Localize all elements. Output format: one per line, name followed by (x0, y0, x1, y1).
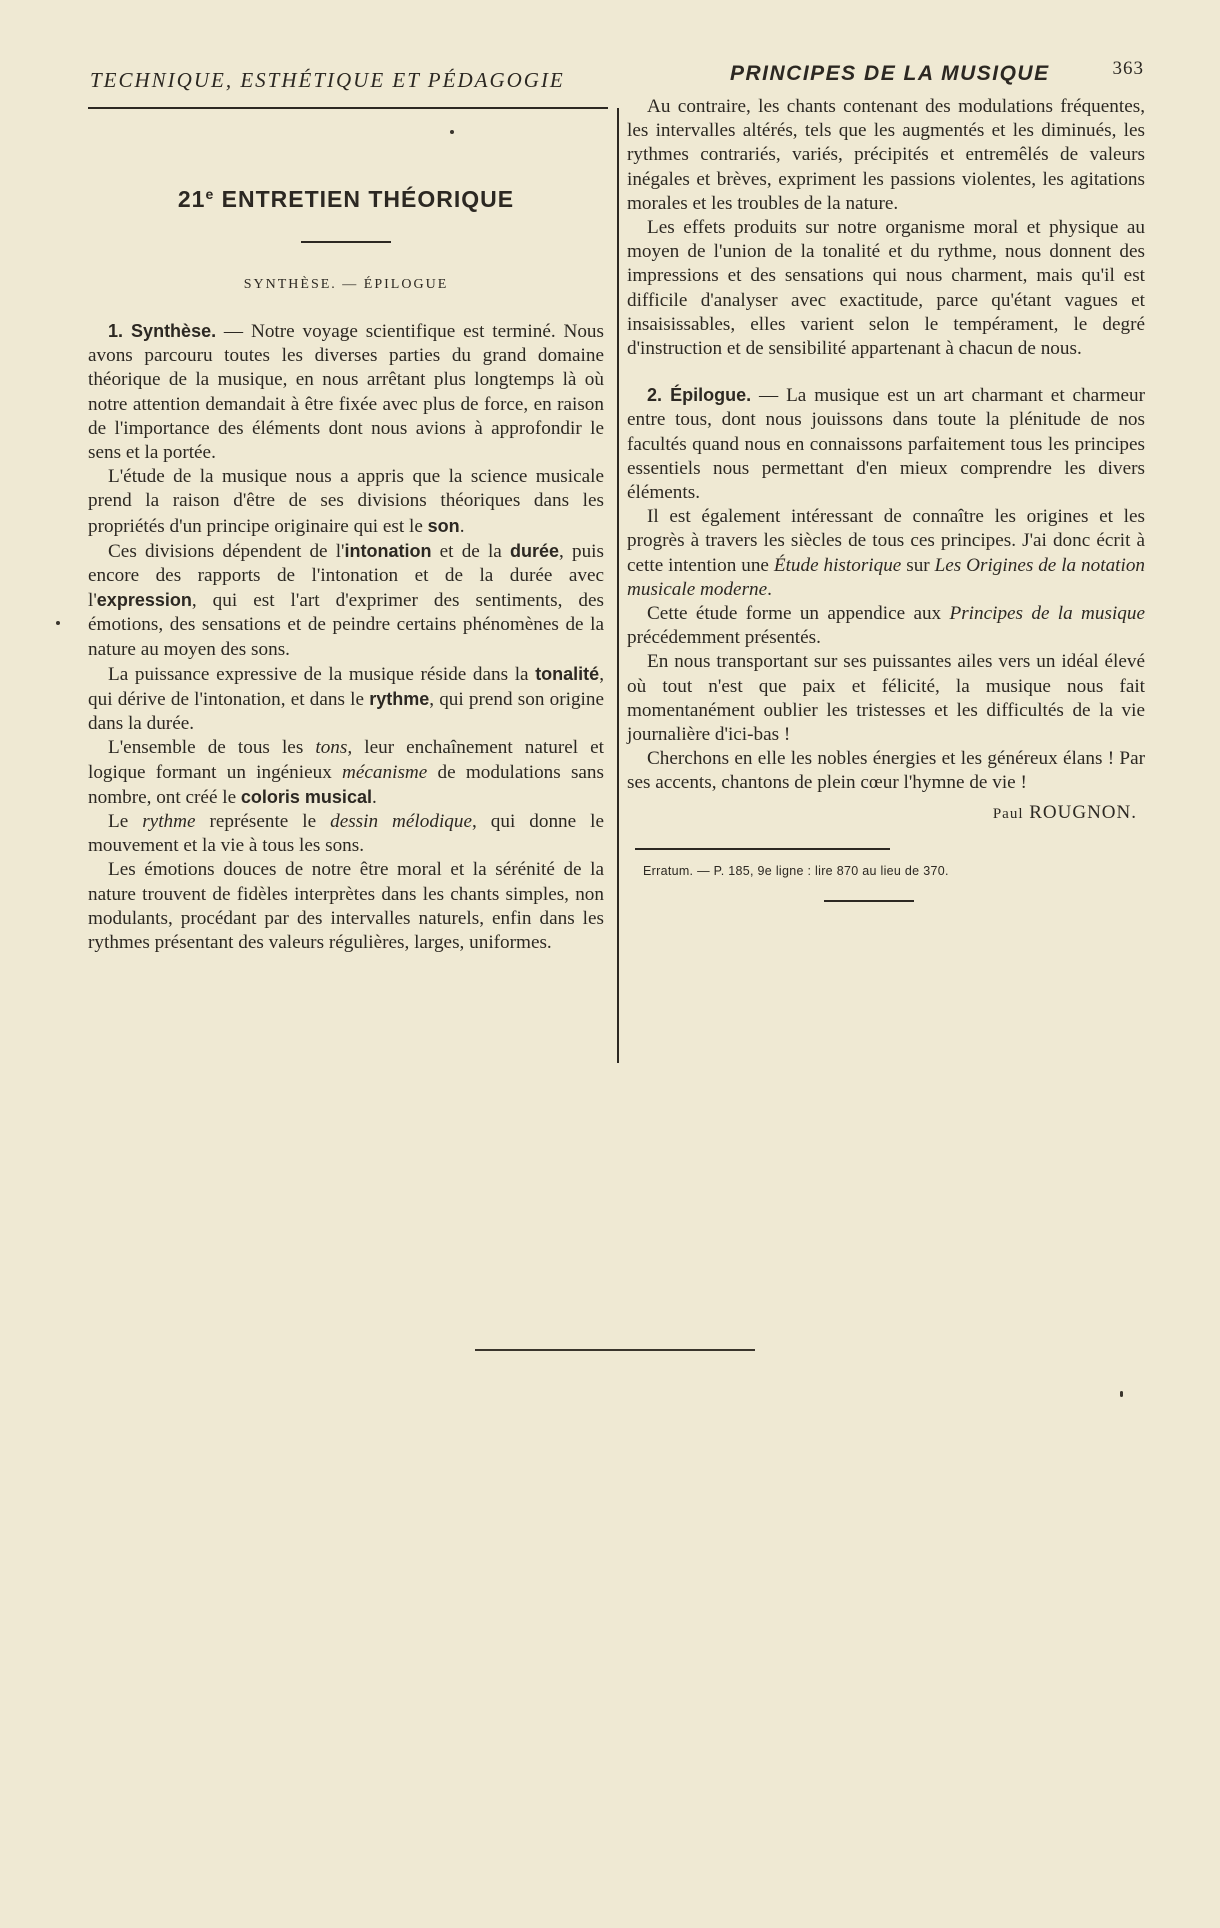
bold-term: coloris musical (240, 786, 372, 807)
paragraph-text: . (767, 578, 772, 600)
paragraph-text: leur enchaînement naturel et logique formant un ingénieux (88, 737, 604, 783)
paragraph-text: Cette étude forme un appendice aux (647, 603, 950, 625)
paragraph-text: sur (901, 554, 935, 576)
paragraph-text: — Notre voyage scientifique est terminé. Nous avons parcouru toutes les diverses parties du grand domaine théorique de la musique, en nous arrêtant plus longtemps là où notre attention demandait à être fixée avec plus de force, en raison de l'importance des éléments dont nous avions à approfondir le sens et la portée. (88, 321, 604, 464)
paragraph-etude (88, 465, 604, 539)
paragraph-text: , qui donne le mouvement et la vie à tous les sons. (88, 811, 604, 857)
paragraph-synthese (88, 319, 604, 465)
page-end-rule (475, 1349, 755, 1351)
paragraph-text: , qui dérive de l'intonation, et dans le (88, 663, 604, 711)
paragraph-text: Le (108, 811, 143, 833)
left-column (88, 120, 604, 955)
paragraph-text: précédemment présentés. (627, 627, 821, 649)
header-right-title: PRINCIPES DE LA MUSIQUE (730, 62, 1050, 85)
italic-term: Étude historique (773, 554, 902, 576)
italic-term: tons, (315, 737, 353, 759)
paragraph-rythme (88, 810, 604, 858)
paragraph-origines (627, 505, 1145, 602)
paragraph-appendice (627, 602, 1145, 650)
title-number: 21 (177, 186, 206, 212)
paragraph-emotions: Les émotions douces de notre être moral et la sérénité de la nature trouvent de fidèles interprètes dans les chants simples, non modulants, procédant par des intervalles naturels, enfin dans les rythmes présentant des valeurs régulières, larges, uniformes. (88, 859, 604, 954)
title-text: ENTRETIEN THÉORIQUE (221, 186, 515, 212)
section-label-synthese: 1. Synthèse. (108, 321, 217, 341)
paragraph-text: L'ensemble de tous les (108, 737, 316, 759)
paragraph-text: . (459, 515, 465, 537)
bold-term: durée (510, 540, 560, 561)
bold-term: son (427, 515, 460, 536)
section-label-epilogue: 2. Épilogue. (647, 385, 752, 406)
paragraph-text: — La musique est un art charmant et charmeur entre tous, dont nous jouissons dans toute la plénitude de nos facultés quand nous en connaissons parfaitement tous les principes essentiels nous permettant d'en mieux comprendre les divers éléments. (627, 385, 1145, 504)
paragraph-ensemble (88, 736, 604, 810)
italic-term: mécanisme (342, 761, 428, 783)
paragraph-text: et de la (431, 540, 510, 562)
header-left-title: TECHNIQUE, ESTHÉTIQUE ET PÉDAGOGIE (90, 68, 565, 92)
running-header (88, 58, 1144, 94)
paragraph-text: , qui est l'art d'exprimer des sentiments, des émotions, des sensations et de peindre certains phénomènes de la nature au moyen des sons. (88, 590, 604, 660)
erratum-rule (635, 848, 890, 850)
italic-term: rythme (142, 811, 196, 833)
paragraph-text: Ces divisions dépendent de l' (108, 540, 345, 562)
paragraph-text: L'étude de la musique nous a appris que la science musicale prend la raison d'être de ses divisions théoriques dans les propriétés d'un principe originaire qui est le (88, 466, 604, 537)
right-column (627, 95, 1145, 902)
title-rule (301, 241, 391, 243)
article-subtitle: SYNTHÈSE. — ÉPILOGUE (243, 277, 449, 292)
paragraph-text: Il est également intéressant de connaître les origines et les progrès à travers les siècles de tous ces principes. J'ai donc écrit à cette intention une (627, 506, 1145, 576)
print-speck (1120, 1391, 1123, 1397)
paragraph-puissance (88, 662, 604, 737)
page-number: 363 (1112, 58, 1144, 79)
column-divider (617, 108, 619, 1063)
author-signature (627, 802, 1145, 824)
signature-first-name: Paul (992, 805, 1024, 822)
header-rule (88, 107, 608, 109)
erratum-text: — P. 185, 9e ligne : lire 870 au lieu de 370. (693, 863, 949, 878)
paragraph-text: , qui prend son origine dans la durée. (88, 689, 604, 735)
paragraph-text: . (371, 786, 377, 808)
paragraph-text: La puissance expressive de la musique réside dans la (108, 663, 536, 685)
bold-term: rythme (369, 689, 430, 710)
paragraph-text: de modulations sans nombre, ont créé le (88, 761, 604, 808)
paragraph-cherchons: Cherchons en elle les nobles énergies et les généreux élans ! Par ses accents, chantons de plein cœur l'hymne de vie ! (627, 748, 1145, 794)
bold-term: expression (96, 590, 192, 611)
paragraph-effets: Les effets produits sur notre organisme moral et physique au moyen de l'union de la tonalité et du rythme, nous donnent des impressions et des sensations qui nous charment, mais qu'il est difficile d'analyser avec exactitude, parce qu'étant vagues et insaisissables, elles varient selon le tempérament, le degré d'instruction et de sensibilité appartenant à chacun de nous. (627, 217, 1145, 360)
italic-term: Principes de la musique (949, 603, 1145, 625)
bold-term: intonation (344, 540, 432, 561)
title-superscript: e (205, 186, 215, 202)
paragraph-ideal: En nous transportant sur ses puissantes ailes vers un idéal élevé où tout n'est que paix et félicité, la musique nous fait momentanément oublier les tristesses et les difficultés de la vie journalière d'ici-bas ! (627, 651, 1145, 746)
paragraph-epilogue (627, 383, 1145, 505)
italic-term: dessin mélodique (330, 811, 472, 833)
erratum-note (643, 864, 1145, 878)
paragraph-divisions (88, 539, 604, 662)
italic-term: Les Origines de la notation musicale moderne (627, 554, 1146, 600)
article-title (88, 186, 604, 213)
paragraph-text: représente le (195, 811, 331, 833)
paragraph-contraire: Au contraire, les chants contenant des modulations fréquentes, les intervalles altérés, tels que les augmentés et les diminués, les rythmes contrariés, variés, précipités et entremêlés de valeurs inégales et brèves, expriment les passions violentes, les agitations morales et les troubles de la nature. (627, 96, 1145, 214)
erratum-label: Erratum. (643, 863, 694, 878)
erratum-end-rule (824, 900, 914, 902)
paragraph-text: , puis encore des rapports de l'intonation et de la durée avec l' (88, 540, 604, 612)
signature-last-name: ROUGNON. (1029, 801, 1137, 823)
print-speck (56, 621, 60, 625)
bold-term: tonalité (535, 663, 600, 684)
